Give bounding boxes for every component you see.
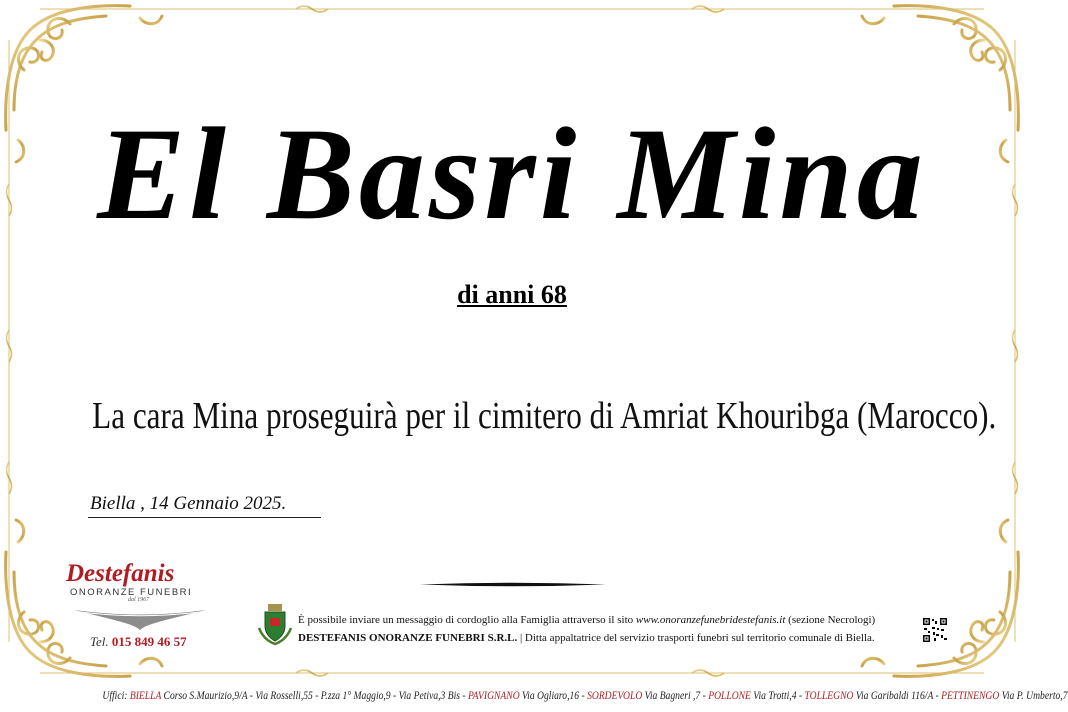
company-name: DESTEFANIS ONORANZE FUNEBRI S.R.L. [298, 632, 518, 644]
brand-phone[interactable] [90, 634, 187, 650]
office-address: Corso S.Maurizio,9/A - Via Rosselli,55 - P.zza 1° Maggio,9 - Via Petiva,3 Bis - [163, 688, 466, 702]
date-underline [88, 517, 321, 518]
divider-line [420, 582, 606, 587]
brand-logo-since: dal 1967 [128, 597, 150, 603]
condolence-notice [298, 614, 875, 626]
office-address: Via Ogliaro,16 - [522, 688, 585, 702]
funeral-message: La cara Mina proseguirà per il cimitero di Amriat Khouribga (Marocco). [92, 395, 997, 437]
office-address: Via Bagneri ,7 - [644, 688, 706, 702]
office-address: Via P. Umberto,7 [1001, 688, 1068, 702]
office-address: Via Trotti,4 - [753, 688, 803, 702]
brand-logo-subtitle: ONORANZE FUNEBRI [70, 587, 193, 598]
municipal-crest-icon [256, 602, 294, 646]
brand-logo-name: Destefanis [66, 560, 175, 587]
office-town: PAVIGNANO [468, 688, 520, 702]
deceased-name: El Basri Mina [97, 100, 927, 247]
company-description: | Ditta appaltatrice del servizio trasporti funebri sul territorio comunale di Biella. [519, 632, 875, 644]
office-town: BIELLA [129, 688, 162, 702]
brand-swoosh-icon [70, 606, 210, 632]
phone-label: Tel. [90, 634, 109, 649]
office-address: Via Garibaldi 116/A - [855, 688, 939, 702]
office-town: PETTINENGO [941, 688, 1000, 702]
notice-website-link[interactable]: www.onoranzefunebridestefanis.it [635, 614, 786, 626]
offices-footer [102, 688, 1068, 703]
office-town: POLLONE [708, 688, 751, 702]
footer-prefix: Uffici: [102, 688, 128, 702]
qr-code-icon[interactable] [922, 617, 948, 643]
age-line: di anni 68 [457, 280, 567, 309]
phone-number[interactable]: 015 849 46 57 [111, 634, 187, 649]
office-town: TOLLEGNO [804, 688, 854, 702]
place-date: Biella , 14 Gennaio 2025. [90, 493, 287, 514]
notice-text-before: È possibile inviare un messaggio di cordoglio alla Famiglia attraverso il sito [298, 614, 634, 626]
office-town: SORDEVOLO [587, 688, 643, 702]
notice-text-after: (sezione Necrologi) [788, 614, 876, 626]
company-line [298, 632, 875, 644]
